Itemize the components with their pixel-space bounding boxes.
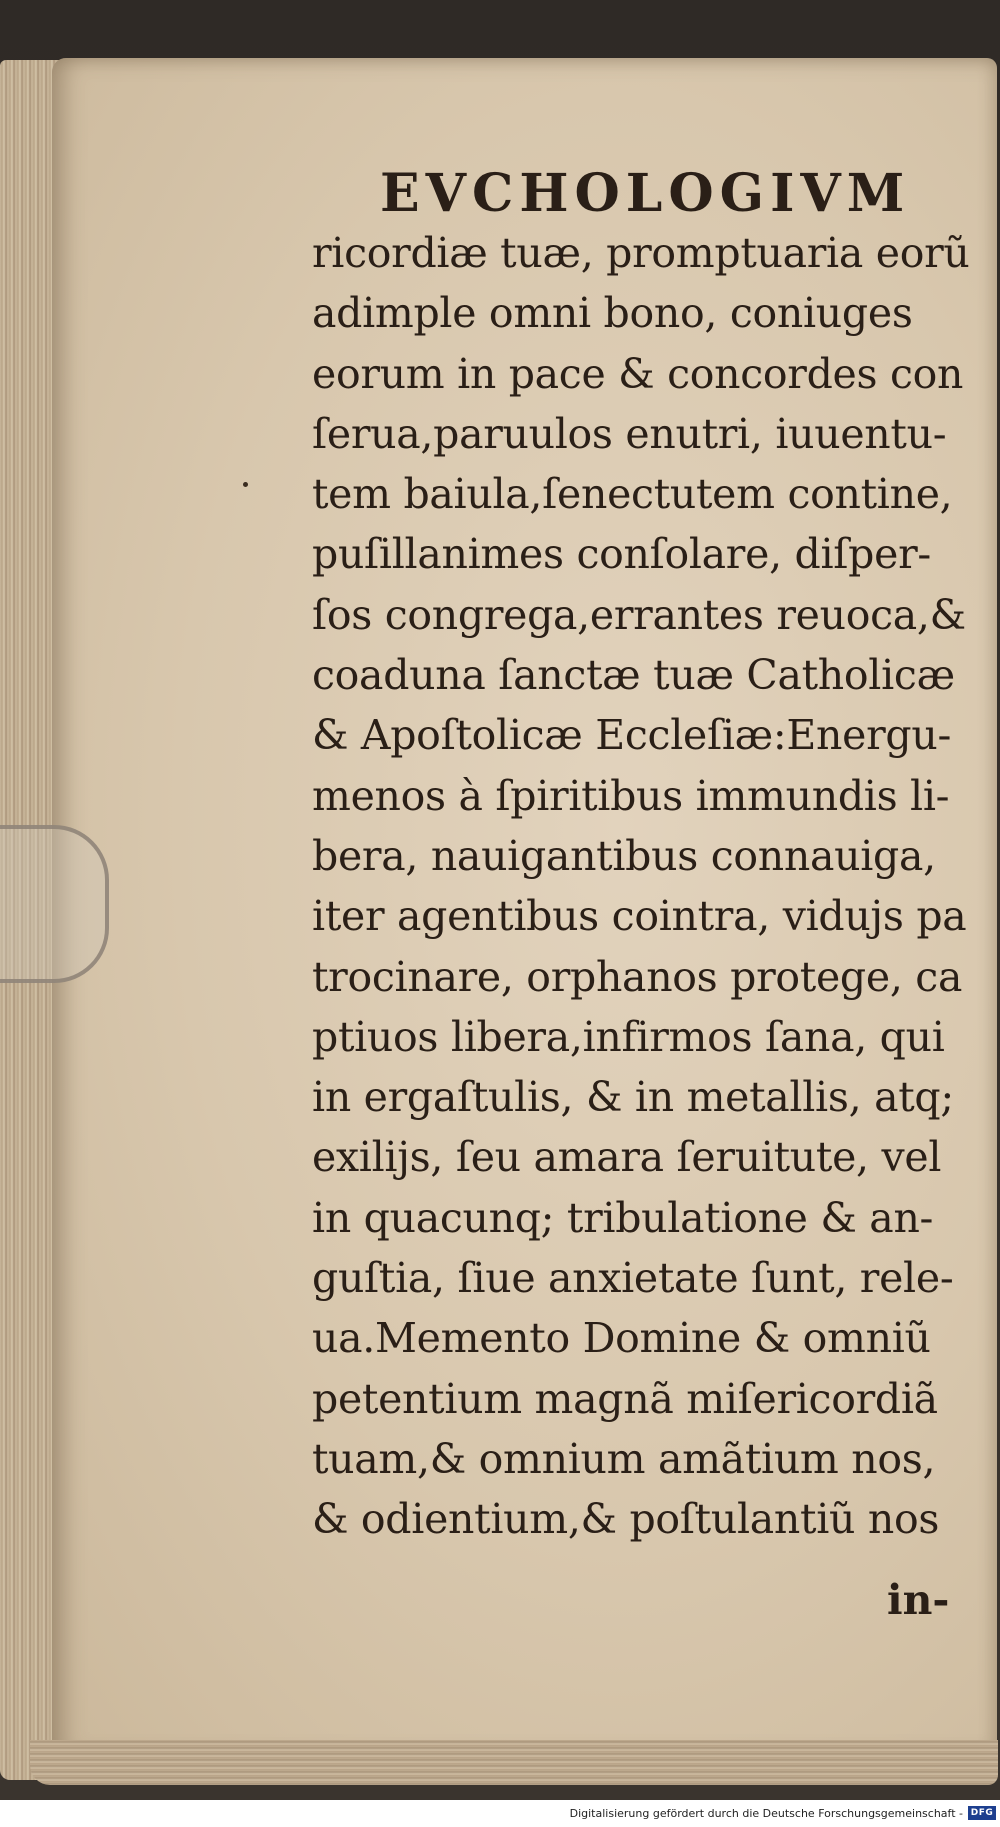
text-line: guſtia, ſiue anxietate ſunt, rele- xyxy=(312,1254,954,1303)
text-line: trocinare, orphanos protege, ca xyxy=(312,952,963,1001)
catchword: in- xyxy=(887,1575,950,1624)
margin-mark xyxy=(243,482,248,487)
running-head: EVCHOLOGIVM xyxy=(380,163,911,224)
text-line: tem baiula,ſenectutem contine, xyxy=(312,470,953,519)
text-line: menos à ſpiritibus immundis li- xyxy=(312,771,950,820)
text-line: in quacunq; tribulatione & an- xyxy=(312,1193,934,1242)
text-line: ſos congrega,errantes reuoca,& xyxy=(312,590,966,639)
text-line: bera, nauigantibus connauiga, xyxy=(312,831,936,880)
text-line: & odientium,& poſtulantiũ nos xyxy=(312,1495,940,1544)
page-bottom-edges xyxy=(30,1740,998,1785)
text-line: puſillanimes conſolare, diſper- xyxy=(312,530,931,579)
text-line: exilijs, ſeu amara ſeruitute, vel xyxy=(312,1133,942,1182)
dfg-logo-icon: DFG xyxy=(968,1806,996,1820)
text-lines xyxy=(312,223,970,1550)
text-line: in ergaſtulis, & in metallis, atq; xyxy=(312,1073,954,1122)
text-line: petentium magnã miſericordiã xyxy=(312,1374,938,1423)
clasp-ribbon xyxy=(0,825,109,983)
credit-bar xyxy=(0,1800,1000,1827)
text-line: coaduna ſanctæ tuæ Catholicæ xyxy=(312,651,955,700)
text-line: ricordiæ tuæ, promptuaria eorũ xyxy=(312,229,970,277)
text-line: ſerua,paruulos enutri, iuuentu- xyxy=(312,409,947,458)
text-line: iter agentibus cointra, vidujs pa xyxy=(312,892,967,941)
text-line: ua.Memento Domine & omniũ xyxy=(312,1314,931,1363)
funding-credit: Digitalisierung gefördert durch die Deutsche Forschungsgemeinschaft - xyxy=(569,1807,963,1820)
text-block xyxy=(312,163,970,1630)
text-line: & Apoſtolicæ Eccleſiæ:Energu- xyxy=(312,711,952,760)
text-line: adimple omni bono, coniuges xyxy=(312,289,913,338)
text-line: eorum in pace & concordes con xyxy=(312,349,964,398)
text-line: tuam,& omnium amãtium nos, xyxy=(312,1434,936,1483)
text-line: ptiuos libera,infirmos ſana, qui xyxy=(312,1012,945,1061)
